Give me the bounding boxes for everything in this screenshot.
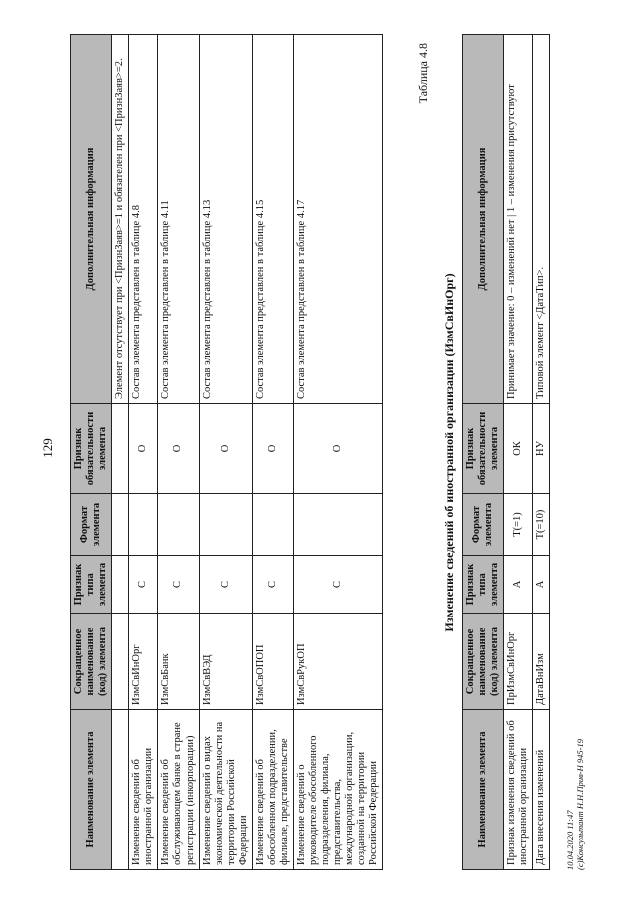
cell-required: О: [158, 404, 199, 494]
header-info: Дополнительная информация: [71, 35, 112, 404]
table-row: [533, 35, 550, 870]
table-row: [199, 35, 252, 870]
cell-info: Принимает значение: 0 – изменений нет | 1 – изменения присутствуют: [504, 35, 533, 404]
cell-name: Изменение сведений об обслуживающем банке в стране регистрации (инкорпорации): [158, 710, 199, 870]
cell-type: С: [129, 556, 158, 614]
cell-type: С: [158, 556, 199, 614]
table-row: [504, 35, 533, 870]
table-elements: [70, 34, 383, 870]
table-row: [294, 35, 383, 870]
cell-abbr: ИзмСвРукОП: [294, 614, 383, 710]
table-row: [252, 35, 293, 870]
table-title: Изменение сведений об иностранной организации (ИзмСвИнОрг): [442, 273, 456, 632]
cell-required: О: [129, 404, 158, 494]
header-type: Признак типа элемента: [463, 556, 504, 614]
header-abbr: Сокращенное наименование (код) элемента: [463, 614, 504, 710]
header-name: Наименование элемента: [463, 710, 504, 870]
cell-name: Изменение сведений о руководителе обособленного подразделения, филиала, представительства, международной организации, созданной на территории Российской Федерации: [294, 710, 383, 870]
footer-stamp: [565, 739, 585, 870]
table-number-label: Таблица 4.8: [416, 43, 430, 104]
cell-format: [199, 494, 252, 556]
cell-required: О: [252, 404, 293, 494]
header-type: Признак типа элемента: [71, 556, 112, 614]
cell-required: ОК: [504, 404, 533, 494]
header-info: Дополнительная информация: [463, 35, 504, 404]
cell-format: [158, 494, 199, 556]
cell-format: [252, 494, 293, 556]
header-format: Формат элемента: [71, 494, 112, 556]
footer-date: 10.04.2020 11:47: [565, 810, 575, 870]
header-required: Признак обязательности элемента: [71, 404, 112, 494]
table-header-row: [463, 35, 504, 870]
cell-type: С: [199, 556, 252, 614]
table-row: [158, 35, 199, 870]
cell-info: Типовой элемент <ДатаТип>.: [533, 35, 550, 404]
table-row: [112, 35, 129, 870]
cell-name: Изменение сведений о видах экономической деятельности на территории Российской Федерации: [199, 710, 252, 870]
cell-abbr: ИзмСвВЭД: [199, 614, 252, 710]
cell-name: Признак изменения сведений об иностранной организации: [504, 710, 533, 870]
cell-format: [129, 494, 158, 556]
cell-format: [294, 494, 383, 556]
cell-type: А: [504, 556, 533, 614]
cell-format: T(=10): [533, 494, 550, 556]
cell-type: А: [533, 556, 550, 614]
cell-format: [112, 494, 129, 556]
table-izmsvinorg: [462, 34, 550, 870]
cell-required: НУ: [533, 404, 550, 494]
cell-name: [112, 710, 129, 870]
cell-name: Изменение сведений об обособленном подразделении, филиале, представительстве: [252, 710, 293, 870]
cell-info: Состав элемента представлен в таблице 4.8: [129, 35, 158, 404]
cell-info: Состав элемента представлен в таблице 4.17: [294, 35, 383, 404]
header-format: Формат элемента: [463, 494, 504, 556]
cell-info: Состав элемента представлен в таблице 4.13: [199, 35, 252, 404]
header-required: Признак обязательности элемента: [463, 404, 504, 494]
header-name: Наименование элемента: [71, 710, 112, 870]
cell-abbr: ИзмСвИнОрг: [129, 614, 158, 710]
cell-abbr: ИзмСвОПОП: [252, 614, 293, 710]
header-abbr: Сокращенное наименование (код) элемента: [71, 614, 112, 710]
cell-abbr: [112, 614, 129, 710]
table-row: [129, 35, 158, 870]
page-number: 129: [40, 438, 55, 458]
cell-required: О: [294, 404, 383, 494]
footer-source: (c)Консультант Н.Н.Прив-Н 945-19: [575, 739, 586, 870]
cell-format: T(=1): [504, 494, 533, 556]
cell-abbr: ДатаВнИзм: [533, 614, 550, 710]
cell-info: Состав элемента представлен в таблице 4.11: [158, 35, 199, 404]
rotated-sheet: [70, 35, 610, 870]
cell-name: Дата внесения изменений: [533, 710, 550, 870]
cell-type: [112, 556, 129, 614]
cell-type: С: [252, 556, 293, 614]
table-header-row: [71, 35, 112, 870]
cell-required: [112, 404, 129, 494]
cell-required: О: [199, 404, 252, 494]
cell-info: Состав элемента представлен в таблице 4.15: [252, 35, 293, 404]
cell-type: С: [294, 556, 383, 614]
cell-info: Элемент отсутствует при <ПризнЗаяв>=1 и обязателен при <ПризнЗаяв>=2.: [112, 35, 129, 404]
cell-name: Изменение сведений об иностранной организации: [129, 710, 158, 870]
cell-abbr: ПрИзмСвИнОрг: [504, 614, 533, 710]
cell-abbr: ИзмСвБанк: [158, 614, 199, 710]
